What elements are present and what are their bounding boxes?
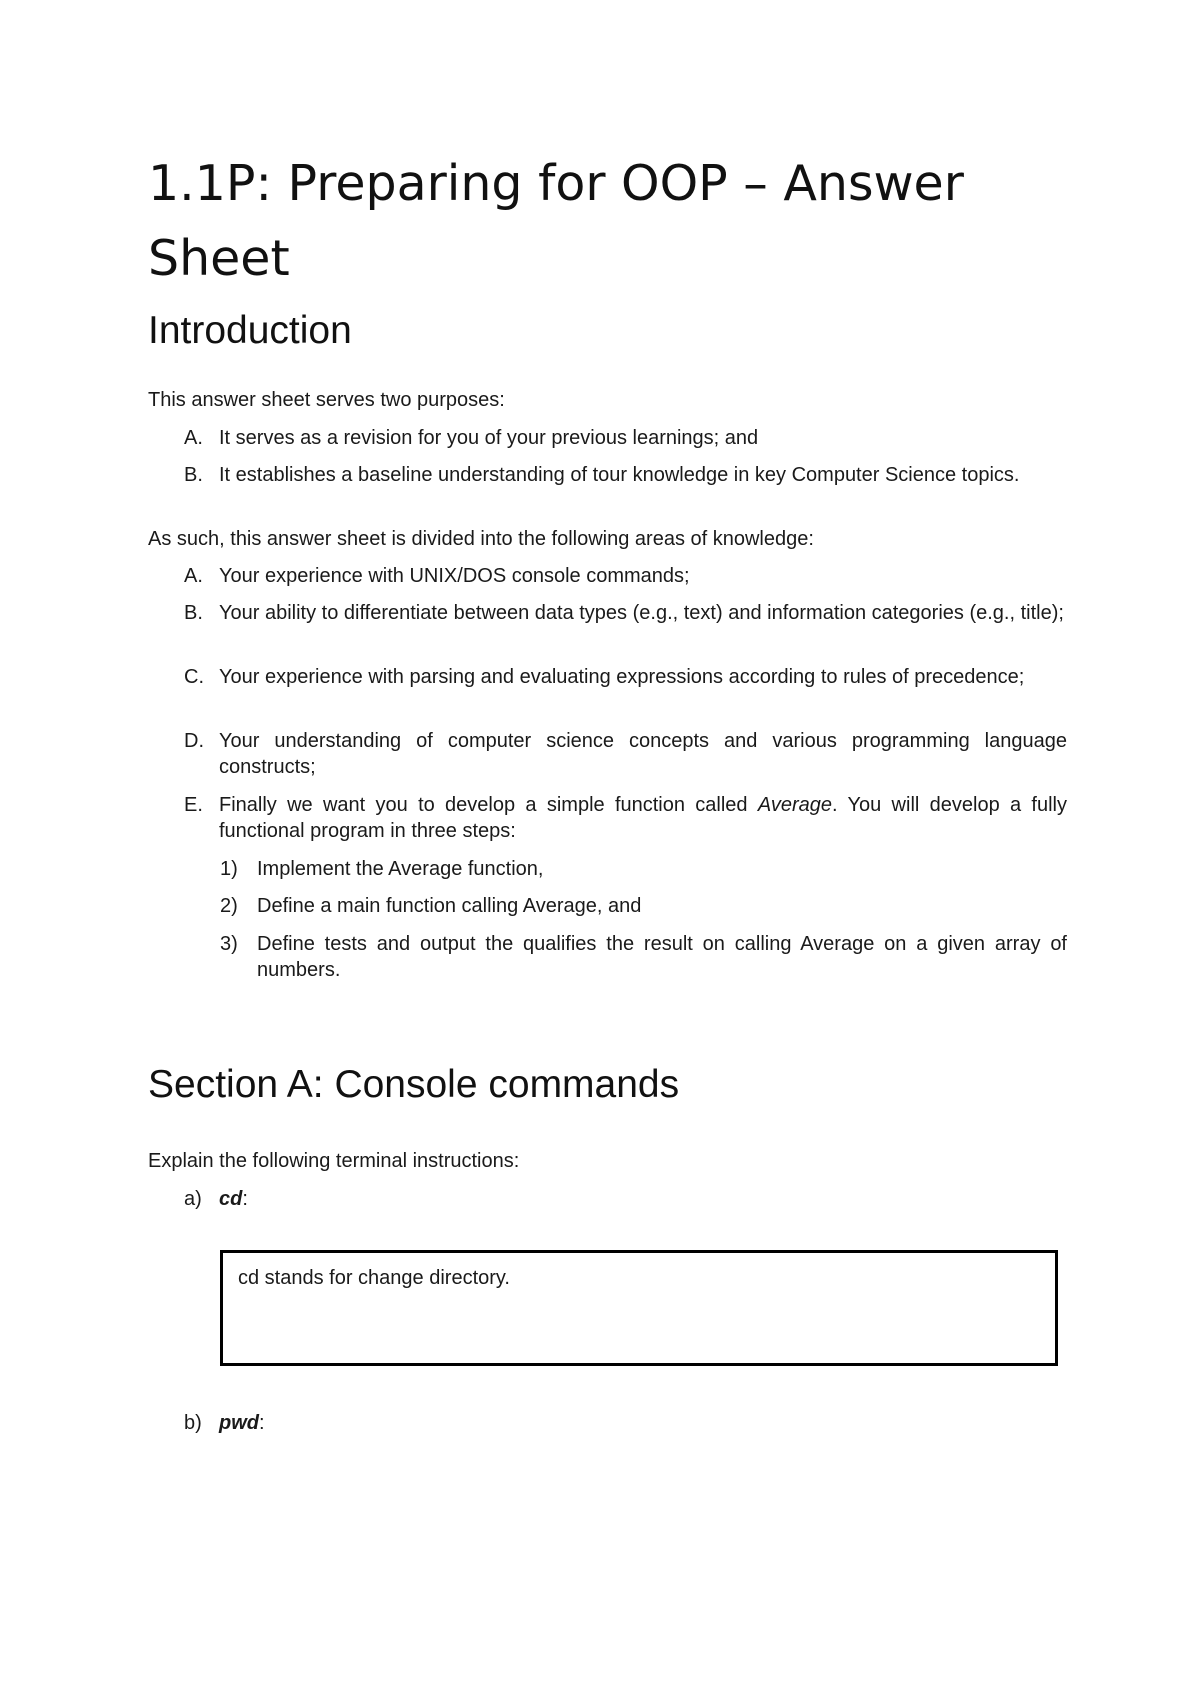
question-marker: b)	[184, 1412, 202, 1434]
list-marker: A.	[184, 427, 203, 449]
list-marker: D.	[184, 730, 204, 752]
section-a-instruction: Explain the following terminal instructions:	[148, 1150, 520, 1172]
text-segment: Finally we want you to develop a simple function called	[219, 794, 758, 816]
list-item-text: It establishes a baseline understanding of tour knowledge in key Computer Science topics.	[219, 464, 1020, 486]
list-item-text: Define a main function calling Average, and	[257, 895, 642, 917]
answer-text: cd stands for change directory.	[238, 1267, 510, 1289]
areas-paragraph: As such, this answer sheet is divided into the following areas of knowledge:	[148, 528, 814, 550]
command-name: pwd	[219, 1412, 259, 1434]
list-marker: 2)	[220, 895, 238, 917]
function-name: Average	[757, 794, 832, 816]
list-item-text: It serves as a revision for you of your previous learnings; and	[219, 427, 759, 449]
section-a-heading: Section A: Console commands	[148, 1063, 680, 1106]
list-marker: C.	[184, 666, 204, 688]
list-item-text: Your understanding of computer science concepts and various programming language constructs;	[219, 730, 1067, 778]
intro-paragraph: This answer sheet serves two purposes:	[148, 389, 505, 411]
text-segment: . You will develop a fully functional program in three steps:	[219, 794, 1067, 842]
list-marker: 1)	[220, 858, 238, 880]
list-item-text: Your experience with UNIX/DOS console commands;	[219, 565, 690, 587]
question-marker: a)	[184, 1188, 202, 1210]
question-text	[219, 1186, 1067, 1212]
list-item-text: Your experience with parsing and evaluating expressions according to rules of precedence;	[219, 666, 1025, 688]
list-marker: B.	[184, 602, 203, 624]
list-item-text: Your ability to differentiate between data types (e.g., text) and information categories (e.g., title);	[219, 602, 1064, 624]
list-marker: A.	[184, 565, 203, 587]
document-title: 1.1P: Preparing for OOP – Answer Sheet	[148, 155, 964, 287]
question-text	[219, 1410, 1067, 1436]
question-suffix: :	[242, 1188, 248, 1210]
list-item-text: Define tests and output the qualifies the result on calling Average on a given array of numbers.	[257, 933, 1067, 981]
list-marker: B.	[184, 464, 203, 486]
introduction-heading: Introduction	[148, 309, 352, 352]
list-item-text	[219, 792, 1067, 844]
question-suffix: :	[259, 1412, 265, 1434]
answer-box-cd[interactable]	[220, 1250, 1058, 1366]
list-marker: E.	[184, 794, 203, 816]
list-item-text: Implement the Average function,	[257, 858, 544, 880]
command-name: cd	[219, 1188, 243, 1210]
list-marker: 3)	[220, 933, 238, 955]
